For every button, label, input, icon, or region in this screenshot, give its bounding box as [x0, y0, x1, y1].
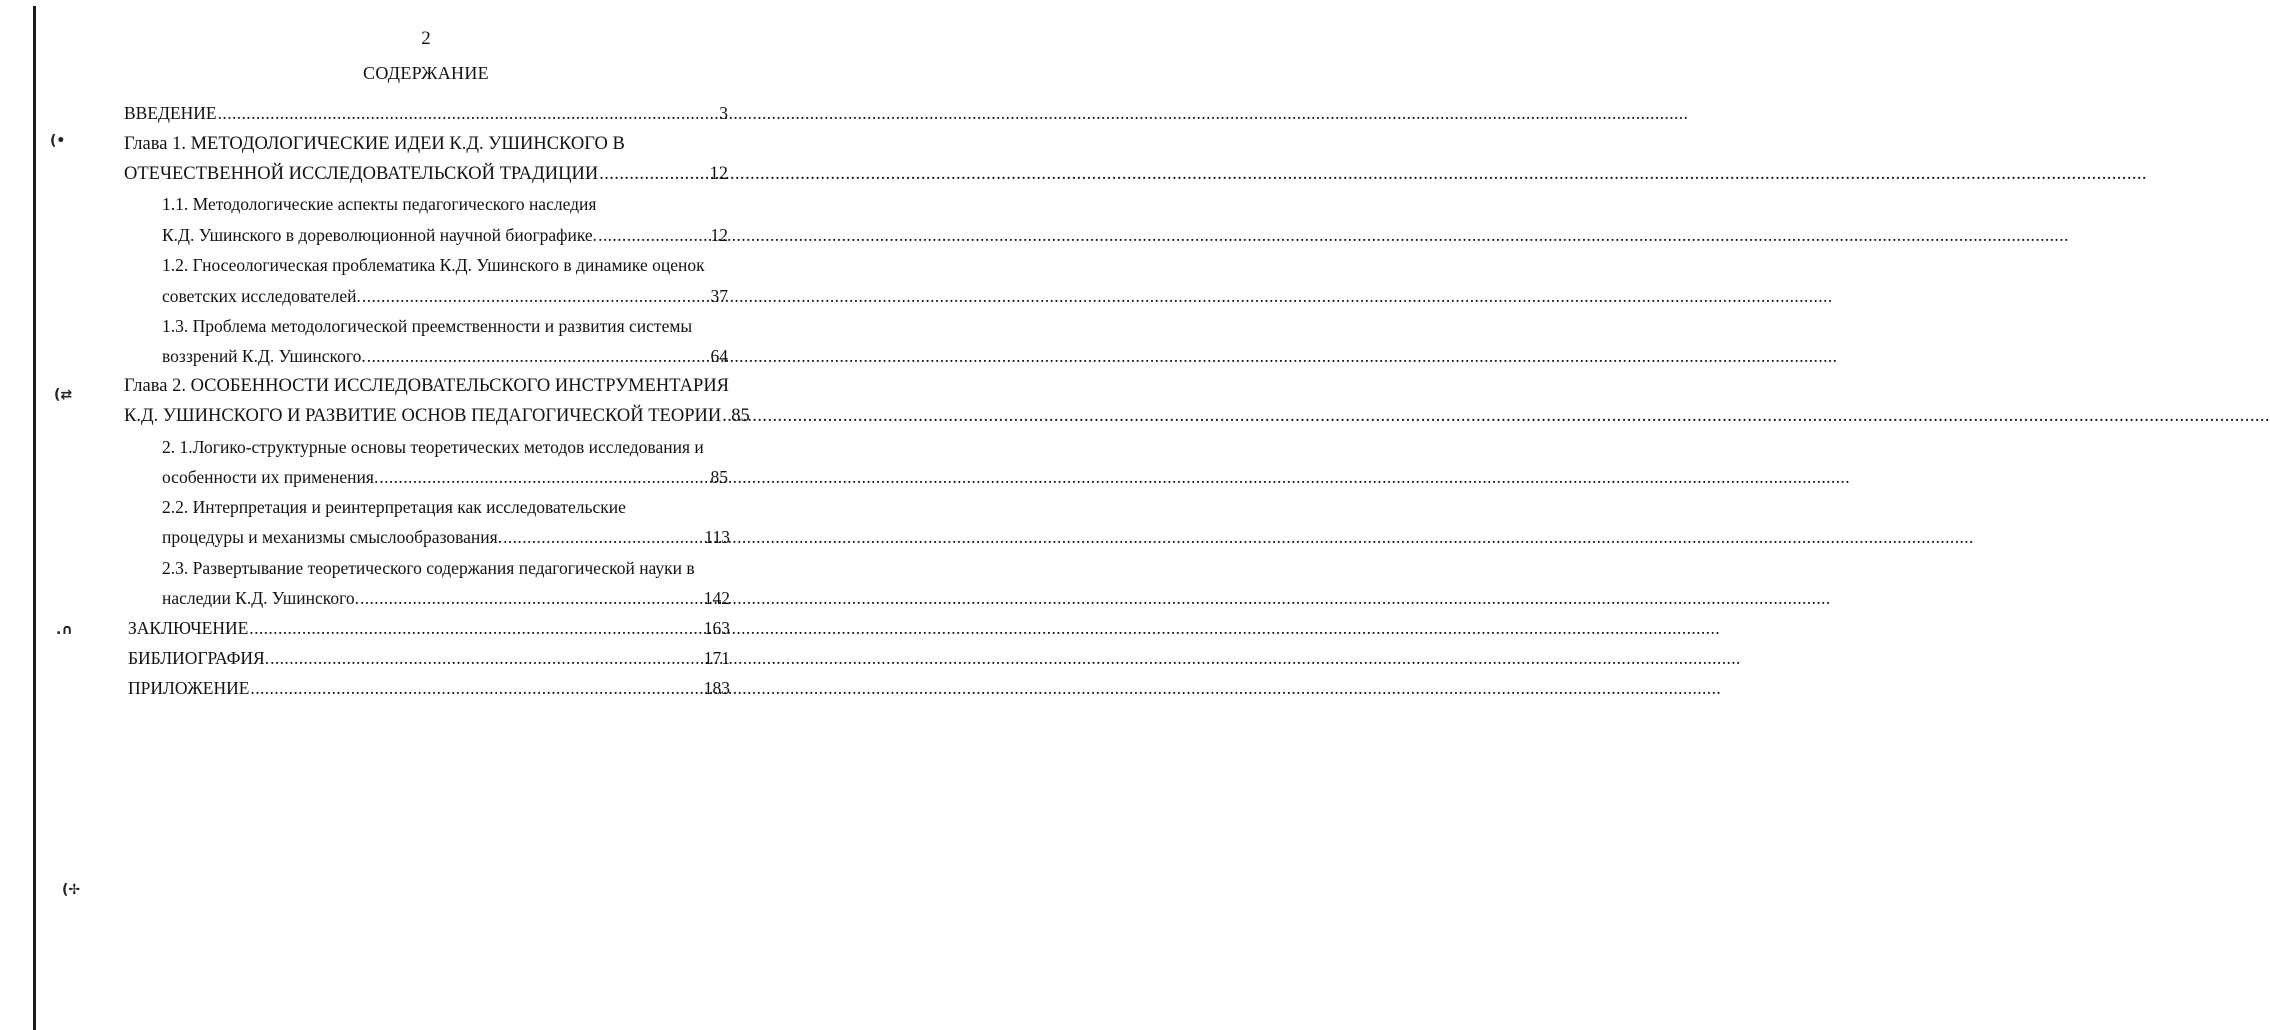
toc-entry-title: 1.2. Гносеологическая проблематика К.Д. Ушинского в динамике оценок [162, 255, 705, 275]
toc-entry-conclusion [128, 613, 730, 643]
toc-entry-section-1-3 [162, 311, 728, 341]
toc-entry-page: 163 [703, 618, 730, 638]
toc-entry-page: 142 [703, 588, 730, 608]
toc-entry-section-1-3-cont [162, 341, 728, 371]
toc-leader-dots [367, 341, 710, 371]
toc-entry-title: Глава 2. ОСОБЕННОСТИ ИССЛЕДОВАТЕЛЬСКОГО ИНСТРУМЕНТАРИЯ [124, 376, 730, 396]
toc-entry-chapter-1 [124, 129, 728, 159]
toc-entry-title-cont: особенности их применения. [162, 467, 379, 487]
toc-entry-page: 3 [719, 103, 728, 123]
toc-entry-title-cont: К.Д. УШИНСКОГО И РАЗВИТИЕ ОСНОВ ПЕДАГОГИЧЕСКОЙ ТЕОРИИ [124, 406, 722, 426]
toc-entry-section-1-2 [162, 250, 728, 280]
toc-entry-title: БИБЛИОГРАФИЯ. [128, 648, 270, 668]
toc-entry-page: 12 [709, 164, 728, 184]
toc-entry-title: 1.1. Методологические аспекты педагогического наследия [162, 194, 597, 214]
toc-entry-page: 85 [731, 406, 750, 426]
toc-leader-dots [218, 98, 719, 128]
toc-entry-title: ЗАКЛЮЧЕНИЕ [128, 618, 249, 638]
toc-entry-title-cont: К.Д. Ушинского в дореволюционной научной биографике. [162, 225, 598, 245]
document-page [0, 0, 799, 1030]
toc-entry-title: Глава 1. МЕТОДОЛОГИЧЕСКИЕ ИДЕИ К.Д. УШИНСКОГО В [124, 134, 625, 154]
toc-entry-section-1-1 [162, 189, 728, 219]
toc-entry-section-2-3-cont [162, 583, 730, 613]
toc-leader-dots [598, 220, 709, 250]
toc-entry-chapter-1-cont [124, 159, 728, 189]
toc-entry-title: ВВЕДЕНИЕ [124, 103, 217, 123]
toc-entry-chapter-2-cont [124, 401, 750, 431]
toc-entry-chapter-2 [124, 371, 732, 401]
binder-mark-icon: (⇄ [54, 387, 73, 403]
toc-entry-title: 2. 1.Логико-структурные основы теоретических методов исследования и [162, 437, 704, 457]
toc-title: СОДЕРЖАНИЕ [363, 63, 489, 83]
toc-entry-section-2-1 [162, 432, 728, 462]
toc-entry-page: 113 [704, 527, 730, 547]
toc-entry-section-2-2 [162, 492, 728, 522]
toc-leader-dots [250, 673, 702, 703]
toc-entry-page: 183 [703, 678, 730, 698]
toc-entry-section-1-2-cont [162, 281, 728, 311]
toc-leader-dots [249, 613, 702, 643]
toc-leader-dots [360, 583, 703, 613]
toc-entry-introduction [124, 98, 728, 128]
toc-entry-page: 37 [710, 286, 728, 306]
toc-entry-page: 85 [710, 467, 728, 487]
toc-entry-page: 64 [710, 346, 728, 366]
toc-entry-title-cont: советских исследователей. [162, 286, 361, 306]
page-number: 2 [421, 28, 431, 49]
toc-entry-title-cont: процедуры и механизмы смыслообразования. [162, 527, 503, 547]
toc-entry-page: 12 [710, 225, 728, 245]
toc-leader-dots [362, 281, 710, 311]
toc-entry-title: ПРИЛОЖЕНИЕ [128, 678, 250, 698]
toc-leader-dots [379, 462, 709, 492]
binder-mark-icon: .∩ [56, 622, 73, 638]
toc-entry-page: 171 [703, 648, 730, 668]
binder-mark-icon: (• [50, 133, 66, 149]
toc-leader-dots [270, 643, 703, 673]
toc-entry-title-cont: ОТЕЧЕСТВЕННОЙ ИССЛЕДОВАТЕЛЬСКОЙ ТРАДИЦИИ [124, 164, 599, 184]
toc-entry-title-cont: наследии К.Д. Ушинского. [162, 588, 359, 608]
toc-entry-title-cont: воззрений К.Д. Ушинского. [162, 346, 366, 366]
toc-entry-title: 2.2. Интерпретация и реинтерпретация как исследовательские [162, 497, 626, 517]
toc-leader-dots [503, 522, 703, 552]
toc-entry-title: 2.3. Развертывание теоретического содержания педагогической науки в [162, 558, 695, 578]
toc-entry-appendix [128, 673, 730, 703]
toc-entry-bibliography [128, 643, 730, 673]
toc-entry-section-2-3 [162, 553, 728, 583]
page-left-edge [33, 6, 36, 1030]
toc-entry-section-1-1-cont [162, 220, 728, 250]
binder-mark-icon: (✢ [62, 882, 81, 898]
toc-entry-title: 1.3. Проблема методологической преемственности и развития системы [162, 316, 693, 336]
toc-entry-section-2-2-cont [162, 522, 730, 552]
toc-leader-dots [722, 401, 730, 431]
toc-entry-section-2-1-cont [162, 462, 728, 492]
toc-leader-dots [599, 159, 708, 189]
